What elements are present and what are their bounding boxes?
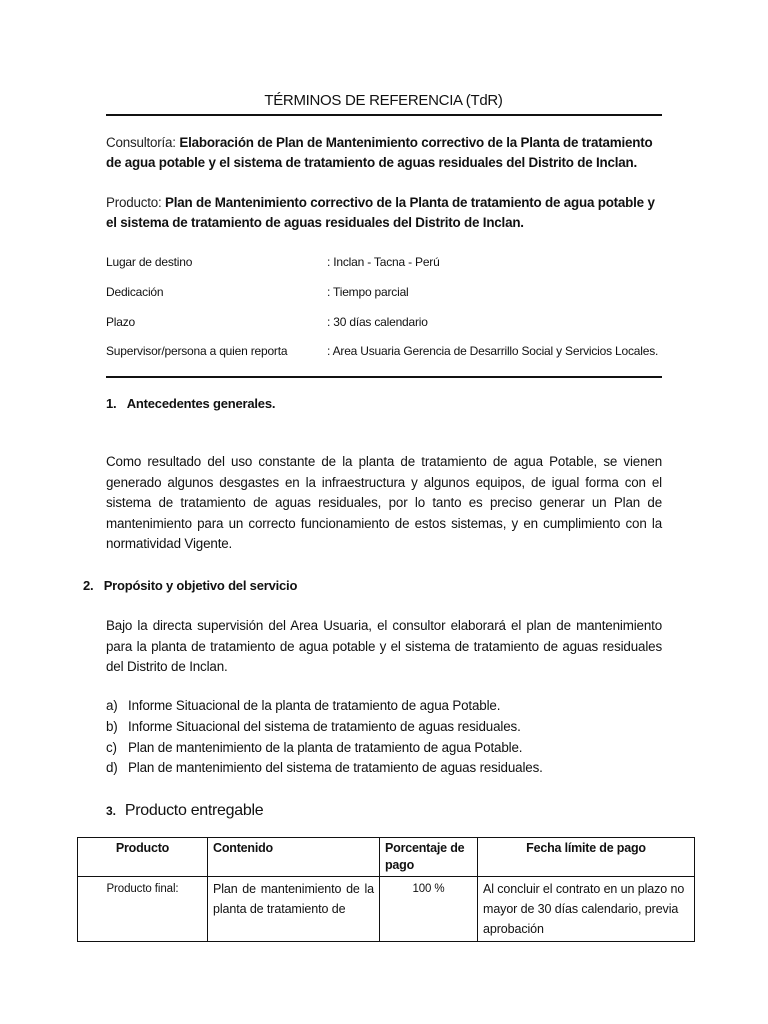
objective-text-c: Plan de mantenimiento de la planta de tratamiento de agua Potable.: [128, 740, 523, 755]
producto-text: Plan de Mantenimiento correctivo de la Planta de tratamiento de agua potable y el sistema de tratamiento de aguas residuales del Distrito de Inclan.: [106, 195, 655, 230]
info-label-lugar: Lugar de destino: [106, 255, 193, 269]
section-1-body: Como resultado del uso constante de la planta de tratamiento de agua Potable, se vienen generado algunos desgastes en la infraestructura y algunos equipos, de igual forma con el sistema de tratamiento de aguas residuales, por lo tanto es preciso generar un Plan de mantenimiento para un correcto funcionamiento de estos sistemas, y en cumplimiento con la normatividad Vigente.: [106, 454, 662, 551]
product-table-header-row: [78, 838, 695, 877]
objective-text-b: Informe Situacional del sistema de tratamiento de aguas residuales.: [128, 719, 521, 734]
objective-item-b: [106, 719, 521, 734]
consultoria-label: Consultoría:: [106, 135, 176, 150]
cell-contenido: Plan de mantenimiento de la planta de tratamiento de: [208, 877, 380, 942]
section-1-title: Antecedentes generales.: [126, 396, 276, 411]
section-3-number: 3.: [106, 804, 117, 818]
consultoria-paragraph: [106, 133, 662, 173]
info-value-lugar: : Inclan - Tacna - Perú: [327, 255, 440, 269]
section-1-number: 1.: [106, 396, 117, 411]
title-rule: [106, 114, 662, 116]
consultoria-text: Elaboración de Plan de Mantenimiento correctivo de la Planta de tratamiento de agua potable y el sistema de tratamiento de aguas residuales del Distrito de Inclan.: [106, 135, 653, 170]
header-contenido: Contenido: [208, 838, 380, 877]
header-producto: Producto: [78, 838, 208, 877]
objective-item-c: [106, 740, 522, 755]
section-3-heading: [106, 802, 263, 820]
objective-mark-a: a): [106, 698, 118, 713]
info-value-supervisor: : Area Usuaria Gerencia de Desarrillo Social y Servicios Locales.: [327, 344, 659, 358]
objective-text-a: Informe Situacional de la planta de tratamiento de agua Potable.: [128, 698, 501, 713]
product-table: [77, 837, 695, 942]
info-label-dedicacion: Dedicación: [106, 285, 164, 299]
section-2-body: Bajo la directa supervisión del Area Usuaria, el consultor elaborará el plan de mantenimiento para la planta de tratamiento de agua potable y el sistema de tratamiento de aguas residuales del Distrito de Inclan.: [106, 618, 662, 674]
info-label-plazo: Plazo: [106, 315, 136, 329]
cell-producto: Producto final:: [78, 877, 208, 942]
header-fecha: Fecha límite de pago: [478, 838, 695, 877]
objective-mark-c: c): [106, 740, 117, 755]
cell-porcentaje: 100 %: [380, 877, 478, 942]
document-title: TÉRMINOS DE REFERENCIA (TdR): [264, 92, 503, 109]
objective-item-d: [106, 760, 543, 775]
section-3-title: Producto entregable: [124, 802, 264, 819]
producto-paragraph: [106, 193, 662, 233]
objective-text-d: Plan de mantenimiento del sistema de tratamiento de aguas residuales.: [128, 760, 543, 775]
info-value-dedicacion: : Tiempo parcial: [327, 285, 409, 299]
info-rule: [106, 376, 662, 378]
objective-item-a: [106, 698, 500, 713]
table-row: [78, 877, 695, 942]
objective-mark-d: d): [106, 760, 118, 775]
producto-label: Producto:: [106, 195, 162, 210]
cell-fecha: Al concluir el contrato en un plazo no mayor de 30 días calendario, previa aprobación: [478, 877, 695, 942]
section-2-number: 2.: [83, 578, 94, 593]
section-1-heading: [106, 396, 275, 411]
info-label-supervisor: Supervisor/persona a quien reporta: [106, 344, 288, 358]
info-value-plazo: : 30 días calendario: [327, 315, 428, 329]
section-2-title: Propósito y objetivo del servicio: [103, 578, 298, 593]
objective-mark-b: b): [106, 719, 118, 734]
section-2-heading: [83, 578, 297, 593]
header-porcentaje: Porcentaje de pago: [380, 838, 478, 877]
